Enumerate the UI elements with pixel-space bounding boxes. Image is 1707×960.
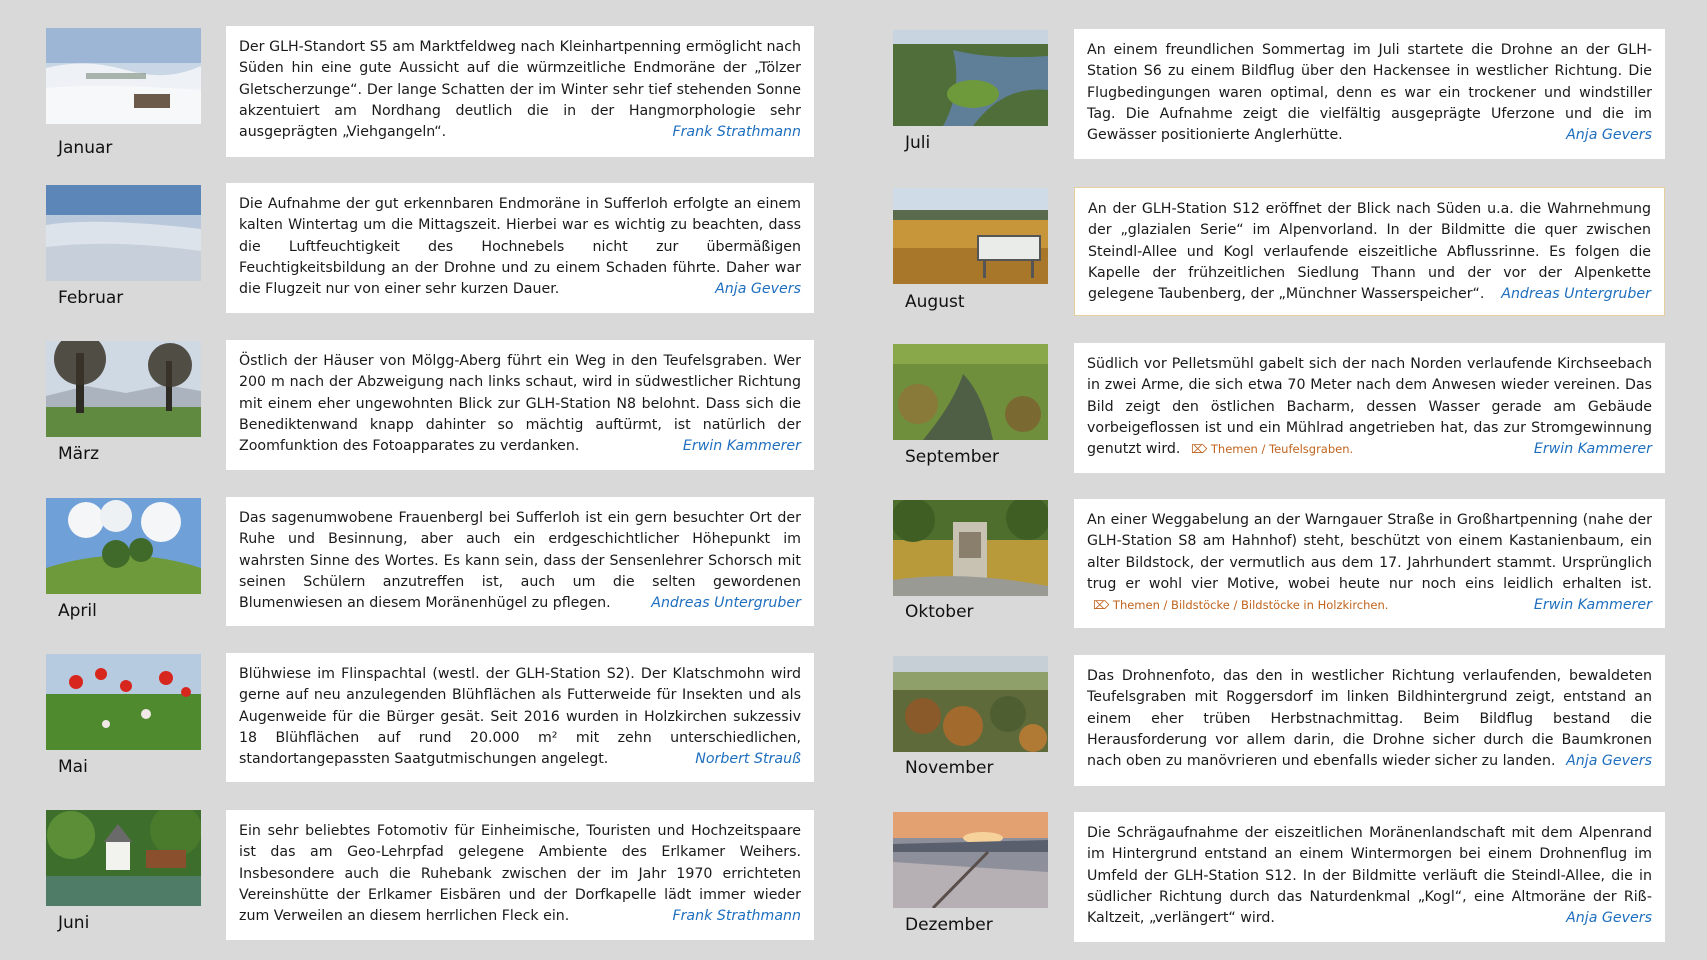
author-name: Andreas Untergruber [651,595,801,612]
photo-maerz [46,341,201,437]
caption-card [226,497,814,626]
photo-oktober [893,500,1048,596]
caption-text: An der GLH-Station S12 eröffnet der Blick nach Süden u.a. die Wahrnehmung der „glazialen Serie“ im Alpenvorland. In der Bildmitte die quer zwischen Steindl-Allee und Kogl verlaufende eiszeitliche Abflussrinne. Es folgen die Kapelle der frühzeitlichen Siedlung Thann und der vor der Alpenkette gelegene Taubenberg, der „Münchner Wasserspeicher“. [1088,201,1651,303]
month-label: Januar [58,138,113,158]
author-name: Erwin Kammerer [1533,597,1652,614]
month-label: November [905,758,994,778]
photo-april [46,498,201,594]
author-name: Anja Gevers [715,281,801,298]
author-name: Erwin Kammerer [682,438,801,455]
author-name: Andreas Untergruber [1501,286,1651,303]
month-label: Mai [58,757,88,777]
author-name: Anja Gevers [1566,753,1652,770]
caption-text: Das sagenumwobene Frauenbergl bei Sufferloh ist ein gern besuchter Ort der Ruhe und Besinnung, aber auch ein erdgeschichtlicher Höhepunkt im wahrsten Sinne des Wortes. Es kann sein, dass der Sensenlehrer Schorsch mit seinen Schülern anzutreffen ist, auch um die selten gewordenen Blumenwiesen an diesem Moränenhügel zu pflegen. [239,510,801,612]
caption-text: An einem freundlichen Sommertag im Juli startete die Drohne an der GLH-Station S6 zu einem Bildflug über den Hackensee in westlicher Richtung. Die Flugbedingungen waren optimal, denn es war ein trockener und windstiller Tag. Die Aufnahme zeigt die vielfältig ausgeprägte Uferzone und die im Gewässer positionierte Anglerhütte. [1087,42,1652,144]
caption-text: Blühwiese im Flinspachtal (westl. der GLH-Station S2). Der Klatschmohn wird gerne auf neu anzulegenden Blühflächen als Futterweide für Insekten und als Augenweide für die Bürger gesät. Seit 2016 wurden in Holzkirchen sukzessiv 18 Blühflächen auf rund 20.000 m² mit zehn unterschiedlichen, standortangepassten Saatgutmischungen angelegt. [239,666,801,768]
photo-dezember [893,812,1048,908]
author-name: Frank Strathmann [672,124,801,141]
month-label: August [905,292,965,312]
author-name: Frank Strathmann [672,908,801,925]
theme-link[interactable]: ⌦ Themen / Teufelsgraben. [1190,442,1354,457]
caption-card [226,26,814,157]
caption-text: Die Schrägaufnahme der eiszeitlichen Moränenlandschaft mit dem Alpenrand im Hintergrund entstand an einem Wintermorgen bei einem Drohnenflug im Umfeld der GLH-Station S12. In der Bildmitte verläuft die Steindl-Allee, die in südlicher Richtung durch das Naturdenkmal „Kogl“, eine Altmoräne der Riß-Kaltzeit, „verlängert“ wird. [1087,825,1652,927]
month-label: Februar [58,288,124,308]
caption-text: Der GLH-Standort S5 am Marktfeldweg nach Kleinhartpenning ermöglicht nach Süden hin eine gute Aussicht auf die würmzeitliche Endmoräne der „Tölzer Gletscherzunge“. Der lange Schatten der im Winter sehr tief stehenden Sonne akzentuiert am Nordhang deutlich die in der Hangmorphologie sehr ausgeprägten „Viehgangeln“. [239,39,801,141]
photo-juli [893,30,1048,126]
theme-link[interactable]: ⌦ Themen / Bildstöcke / Bildstöcke in Holzkirchen. [1093,598,1389,613]
photo-mai [46,654,201,750]
caption-card [1074,29,1665,159]
photo-august [893,188,1048,284]
author-name: Norbert Strauß [695,751,801,768]
month-label: März [58,444,99,464]
month-label: Oktober [905,602,974,622]
caption-card [226,340,814,470]
photo-september [893,344,1048,440]
photo-juni [46,810,201,906]
month-label: Juni [58,913,90,933]
caption-card [226,653,814,782]
month-label: September [905,447,999,467]
caption-text: Die Aufnahme der gut erkennbaren Endmoräne in Sufferloh erfolgte an einem kalten Wintertag um die Mittagszeit. Hierbei war es wichtig zu beachten, dass die Luftfeuchtigkeit des Hochnebels nicht zur übermäßigen Feuchtigkeitsbildung an der Drohne und zu einem Schaden führte. Daher war die Flugzeit nur von einer sehr kurzen Dauer. [239,196,801,298]
photo-februar [46,185,201,281]
author-name: Erwin Kammerer [1533,441,1652,458]
author-name: Anja Gevers [1566,127,1652,144]
caption-card [226,183,814,313]
caption-text: Das Drohnenfoto, das den in westlicher Richtung verlaufenden, bewaldeten Teufelsgraben mit Roggersdorf im linken Bildhintergrund zeigt, entstand an einem eher trüben Herbstnachmittag. Beim Bildflug bestand die Herausforderung vor allem darin, die Drohne sicher durch die Baumkronen nach oben zu manövrieren und ebenfalls wieder sicher zu landen. [1087,668,1652,770]
caption-card [1074,499,1665,628]
photo-november [893,656,1048,752]
caption-text: Ein sehr beliebtes Fotomotiv für Einheimische, Touristen und Hochzeitspaare ist das am Geo-Lehrpfad gelegene Ambiente des Erlkamer Weihers. Insbesondere auch die Ruhebank zwischen der im Jahr 1970 errichteten Vereinshütte der Erlkamer Eisbären und der Dorfkapelle lädt immer wieder zum Verweilen an diesem herrlichen Fleck ein. [239,823,801,925]
caption-text: Südlich vor Pelletsmühl gabelt sich der nach Norden verlaufende Kirchseebach in zwei Arme, die sich etwa 70 Meter nach dem Anwesen wieder vereinen. Das Bild zeigt den östlichen Bacharm, dessen Wasser gerade am Gebäude vorbeigeflossen ist und ein Mühlrad angetrieben hat, das zur Stromgewinnung genutzt wird. [1087,356,1652,458]
caption-text: An einer Weggabelung an der Warngauer Straße in Großhartpenning (nahe der GLH-Station S8 am Hahnhof) steht, beschützt von einem Kastanienbaum, ein alter Bildstock, der vermutlich aus dem 17. Jahrhundert stammt. Ursprünglich trug er wohl vier Motive, wobei heute nur noch eins leidlich erhalten ist. [1087,512,1652,592]
author-name: Anja Gevers [1566,910,1652,927]
month-label: April [58,601,97,621]
caption-card [1074,343,1665,473]
caption-text: Östlich der Häuser von Mölgg-Aberg führt ein Weg in den Teufelsgraben. Wer 200 m nach der Abzweigung nach links schaut, wird in südwestlicher Richtung mit einem eher ungewohnten Blick zur GLH-Station N8 belohnt. Dass sich die Benediktenwand knapp dahinter so mächtig auftürmt, ist natürlich der Zoomfunktion des Fotoapparates zu verdanken. [239,353,801,455]
caption-card [1074,812,1665,942]
caption-card [1074,655,1665,786]
caption-card [226,810,814,940]
month-label: Juli [905,133,931,153]
caption-card [1074,187,1665,316]
photo-januar [46,28,201,124]
month-label: Dezember [905,915,993,935]
